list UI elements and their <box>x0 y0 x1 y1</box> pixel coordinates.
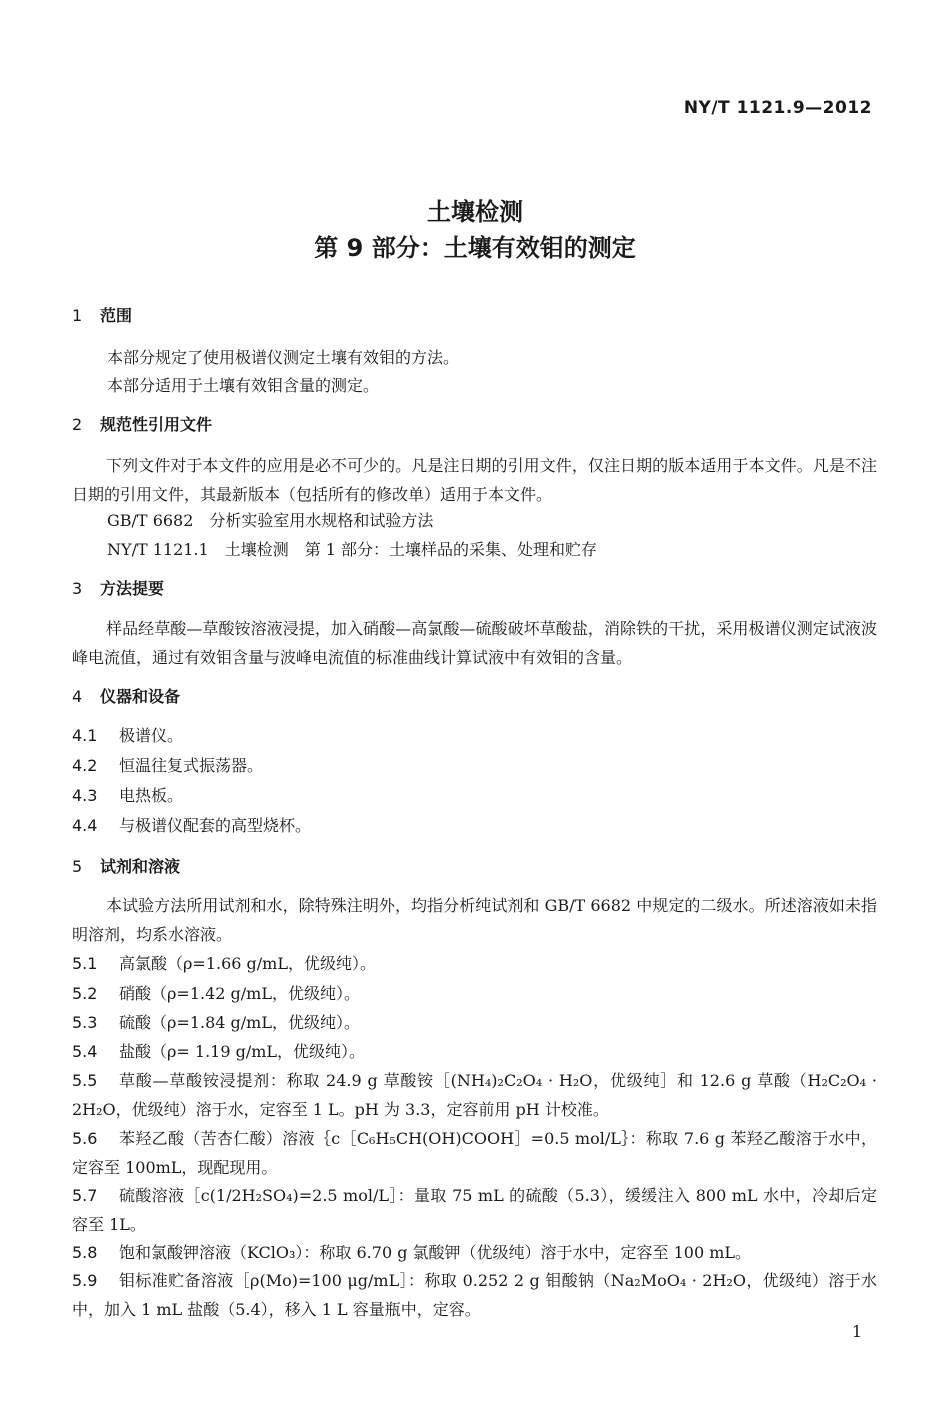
list-item: 4.1 极谱仪。 <box>72 726 184 745</box>
list-item: 5.7 硫酸溶液［c(1/2H₂SO₄)=2.5 mol/L］：量取 75 mL 的硫酸（5.3），缓缓注入 800 mL 水中，冷却后定容至 1L。 <box>72 1186 877 1234</box>
section-heading-reagents: 5 试剂和溶液 <box>72 857 181 876</box>
list-item: 5.1 高氯酸（ρ=1.66 g/mL，优级纯）。 <box>72 954 376 973</box>
list-item: 5.5 草酸—草酸铵浸提剂：称取 24.9 g 草酸铵［(NH₄)₂C₂O₄ · H₂O，优级纯］和 12.6 g 草酸（H₂C₂O₄ · 2H₂O，优级纯）溶于水，定容至 1 L。pH 为 3.3，定容前用 pH 计校准。 <box>72 1071 877 1119</box>
list-item: 4.2 恒温往复式振荡器。 <box>72 756 264 775</box>
reference-item: GB/T 6682 分析实验室用水规格和试验方法 <box>107 511 434 530</box>
list-item: 5.9 钼标准贮备溶液［ρ(Mo)=100 μg/mL］：称取 0.252 2 g 钼酸钠（Na₂MoO₄ · 2H₂O，优级纯）溶于水中，加入 1 mL 盐酸（5.4），移入 1 L 容量瓶中，定容。 <box>72 1271 877 1319</box>
list-item: 5.2 硝酸（ρ=1.42 g/mL，优级纯）。 <box>72 984 360 1003</box>
list-item: 4.3 电热板。 <box>72 786 184 805</box>
document-title: 土壤检测 <box>427 198 523 226</box>
standard-code: NY/T 1121.9—2012 <box>683 98 872 118</box>
section-heading-normative-references: 2 规范性引用文件 <box>72 415 213 434</box>
paragraph: 样品经草酸—草酸铵溶液浸提，加入硝酸—高氯酸—硫酸破坏草酸盐，消除铁的干扰，采用极谱仪测定试液波峰电流值，通过有效钼含量与波峰电流值的标准曲线计算试液中有效钼的含量。 <box>72 619 877 667</box>
document-subtitle: 第 9 部分：土壤有效钼的测定 <box>314 234 636 262</box>
list-item: 5.6 苯羟乙酸（苦杏仁酸）溶液｛c［C₆H₅CH(OH)COOH］=0.5 mol/L｝：称取 7.6 g 苯羟乙酸溶于水中，定容至 100mL，现配现用。 <box>72 1129 877 1177</box>
paragraph: 本部分规定了使用极谱仪测定土壤有效钼的方法。 <box>107 348 460 367</box>
reference-item: NY/T 1121.1 土壤检测 第 1 部分：土壤样品的采集、处理和贮存 <box>107 540 598 559</box>
list-item: 4.4 与极谱仪配套的高型烧杯。 <box>72 816 312 835</box>
section-heading-apparatus: 4 仪器和设备 <box>72 687 181 706</box>
section-heading-scope: 1 范围 <box>72 306 133 325</box>
list-item: 5.8 饱和氯酸钾溶液（KClO₃）：称取 6.70 g 氯酸钾（优级纯）溶于水中，定容至 100 mL。 <box>72 1243 752 1262</box>
paragraph: 本试验方法所用试剂和水，除特殊注明外，均指分析纯试剂和 GB/T 6682 中规定的二级水。所述溶液如未指明溶剂，均系水溶液。 <box>72 896 877 944</box>
section-heading-method-summary: 3 方法提要 <box>72 579 165 598</box>
list-item: 5.4 盐酸（ρ= 1.19 g/mL，优级纯）。 <box>72 1042 366 1061</box>
list-item: 5.3 硫酸（ρ=1.84 g/mL，优级纯）。 <box>72 1013 360 1032</box>
paragraph: 本部分适用于土壤有效钼含量的测定。 <box>107 376 380 395</box>
paragraph: 下列文件对于本文件的应用是必不可少的。凡是注日期的引用文件，仅注日期的版本适用于本文件。凡是不注日期的引用文件，其最新版本（包括所有的修改单）适用于本文件。 <box>72 456 877 504</box>
page-number: 1 <box>851 1322 862 1341</box>
